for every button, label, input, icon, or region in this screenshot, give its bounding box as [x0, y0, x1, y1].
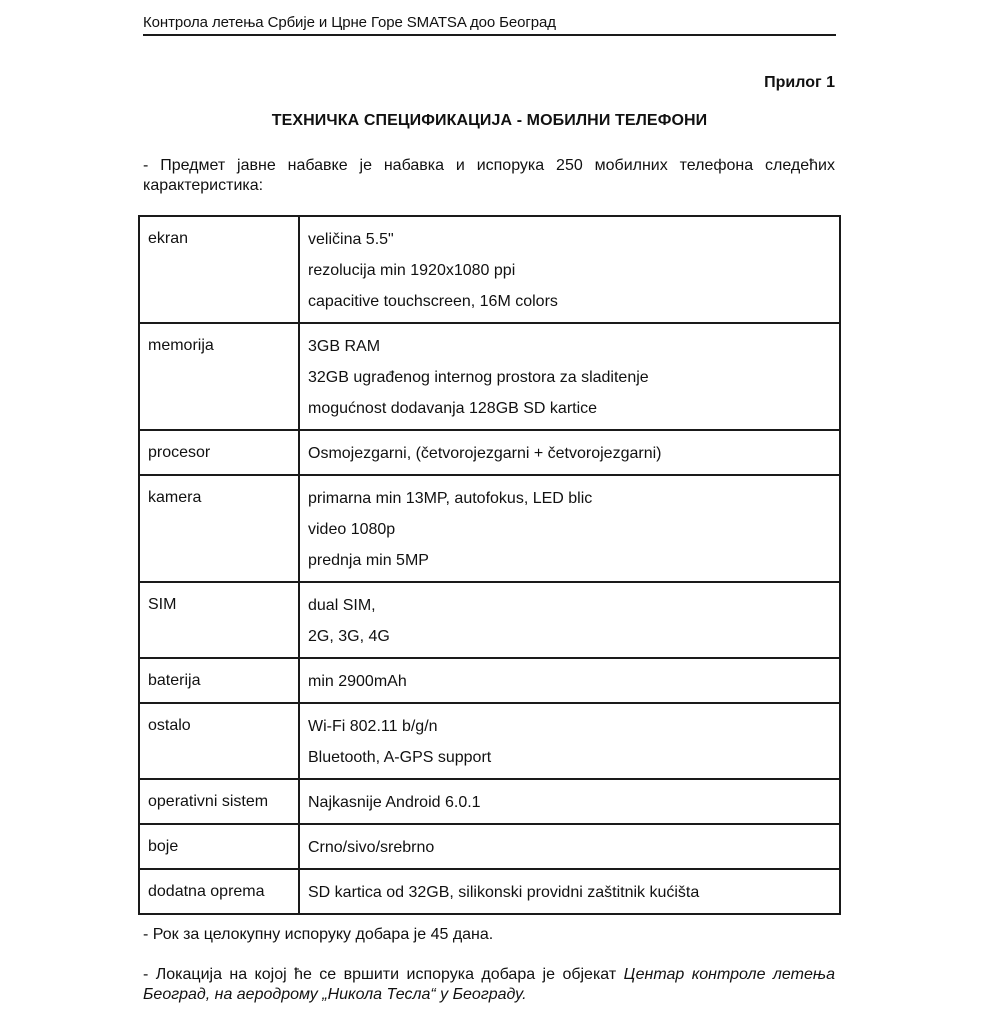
- spec-value: Wi-Fi 802.11 b/g/n: [308, 718, 438, 735]
- spec-label-cell: [139, 430, 299, 475]
- table-row: [139, 430, 840, 475]
- table-row: [139, 323, 840, 430]
- spec-value-cell: [299, 216, 840, 323]
- location-prefix: - Локација на којој ће се вршити испорука добара је објекат: [143, 966, 624, 983]
- document-title: ТЕХНИЧКА СПЕЦИФИКАЦИЈА - МОБИЛНИ ТЕЛЕФОНИ: [271, 112, 708, 129]
- spec-value: prednja min 5MP: [308, 552, 429, 569]
- spec-label: SIM: [148, 596, 177, 613]
- spec-value: mogućnost dodavanja 128GB SD kartice: [308, 400, 598, 417]
- intro-paragraph: - Предмет јавне набавке је набавка и испорука 250 мобилних телефона следећих карактеристика:: [143, 157, 835, 194]
- specification-table: [138, 215, 841, 915]
- spec-value: Osmojezgarni, (četvorojezgarni + četvorojezgarni): [308, 445, 662, 462]
- spec-value: SD kartica od 32GB, silikonski providni zaštitnik kućišta: [308, 884, 700, 901]
- table-row: [139, 216, 840, 323]
- spec-value: capacitive touchscreen, 16M colors: [308, 293, 558, 310]
- spec-label: kamera: [148, 489, 202, 506]
- spec-value: 2G, 3G, 4G: [308, 628, 390, 645]
- page-header: [143, 12, 836, 36]
- spec-value: video 1080p: [308, 521, 396, 538]
- spec-value: veličina 5.5": [308, 231, 394, 248]
- table-row: [139, 658, 840, 703]
- spec-value-cell: [299, 430, 840, 475]
- spec-label: operativni sistem: [148, 793, 269, 810]
- spec-label-cell: [139, 475, 299, 582]
- spec-label-cell: [139, 658, 299, 703]
- specification-table-body: [139, 216, 840, 914]
- spec-value-cell: [299, 475, 840, 582]
- spec-value: primarna min 13MP, autofokus, LED blic: [308, 490, 593, 507]
- spec-label: procesor: [148, 444, 211, 461]
- table-row: [139, 703, 840, 779]
- spec-label: baterija: [148, 672, 201, 689]
- table-row: [139, 824, 840, 869]
- spec-value-cell: [299, 824, 840, 869]
- spec-value: Najkasnije Android 6.0.1: [308, 794, 481, 811]
- spec-label-cell: [139, 779, 299, 824]
- spec-label: ekran: [148, 230, 189, 247]
- spec-value-cell: [299, 323, 840, 430]
- spec-value-cell: [299, 658, 840, 703]
- table-row: [139, 475, 840, 582]
- spec-value: Bluetooth, A-GPS support: [308, 749, 492, 766]
- table-row: [139, 869, 840, 914]
- spec-value: min 2900mAh: [308, 673, 407, 690]
- spec-value-cell: [299, 869, 840, 914]
- delivery-location-note: [143, 965, 835, 1005]
- spec-value-cell: [299, 779, 840, 824]
- spec-value: 3GB RAM: [308, 338, 381, 355]
- spec-value: rezolucija min 1920x1080 ppi: [308, 262, 516, 279]
- spec-label: boje: [148, 838, 179, 855]
- table-row: [139, 582, 840, 658]
- table-row: [139, 779, 840, 824]
- annex-label: Прилог 1: [764, 74, 835, 91]
- location-place: Центар контроле летења Београд, на аеродрому „Никола Тесла“ у Београду.: [143, 966, 836, 1003]
- spec-label-cell: [139, 323, 299, 430]
- spec-label-cell: [139, 216, 299, 323]
- spec-label: ostalo: [148, 717, 191, 734]
- spec-label-cell: [139, 703, 299, 779]
- spec-value: Crno/sivo/srebrno: [308, 839, 435, 856]
- spec-value-cell: [299, 703, 840, 779]
- spec-label-cell: [139, 869, 299, 914]
- spec-value: 32GB ugrađenog internog prostora za sladitenje: [308, 369, 649, 386]
- spec-value: dual SIM,: [308, 597, 376, 614]
- organization-name: Контрола летења Србије и Црне Горе SMATSA доо Београд: [143, 14, 556, 31]
- spec-label-cell: [139, 824, 299, 869]
- spec-label: dodatna oprema: [148, 883, 265, 900]
- spec-value-cell: [299, 582, 840, 658]
- delivery-term-note: - Рок за целокупну испоруку добара је 45 дана.: [143, 926, 494, 943]
- spec-label: memorija: [148, 337, 214, 354]
- spec-label-cell: [139, 582, 299, 658]
